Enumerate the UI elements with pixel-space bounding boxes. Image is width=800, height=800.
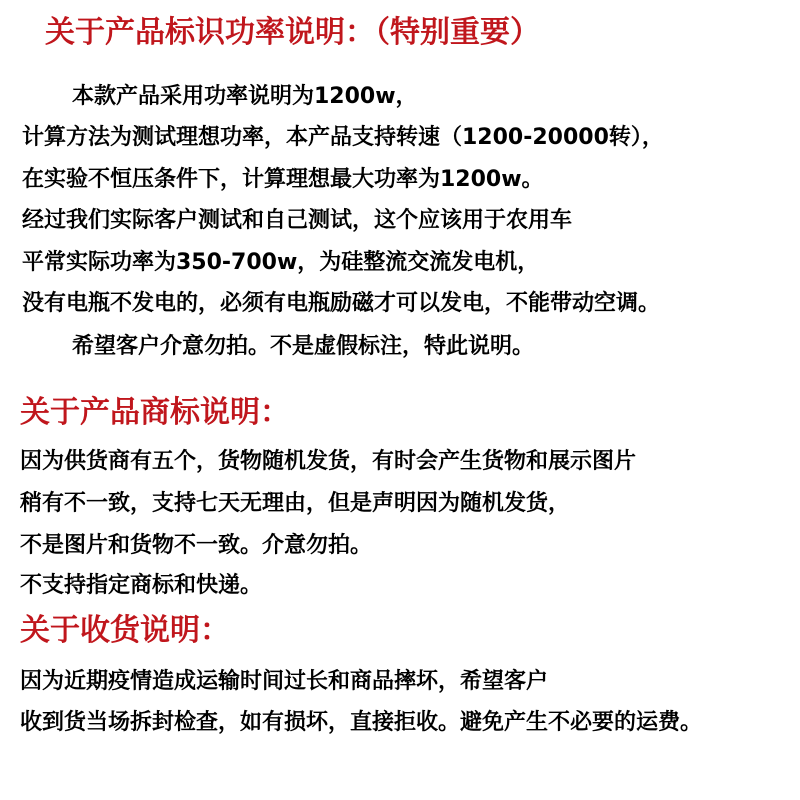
receipt-line-2: 收到货当场拆封检查，如有损坏，直接拒收。避免产生不必要的运费。 bbox=[20, 710, 703, 735]
power-line-4: 经过我们实际客户测试和自己测试，这个应该用于农用车 bbox=[22, 208, 573, 233]
brand-line-2: 稍有不一致，支持七天无理由，但是声明因为随机发货， bbox=[20, 491, 571, 516]
power-line-6: 没有电瓶不发电的，必须有电瓶励磁才可以发电，不能带动空调。 bbox=[22, 291, 661, 316]
brand-line-1: 因为供货商有五个，货物随机发货，有时会产生货物和展示图片 bbox=[20, 449, 637, 474]
power-line-1: 本款产品采用功率说明为1200w， bbox=[72, 84, 418, 109]
brand-line-3: 不是图片和货物不一致。介意勿拍。 bbox=[20, 533, 373, 558]
power-section-title: 关于产品标识功率说明：（特别重要） bbox=[45, 15, 540, 50]
power-line-5: 平常实际功率为350-700w，为硅整流交流发电机， bbox=[22, 250, 540, 275]
receipt-line-1: 因为近期疫情造成运输时间过长和商品摔坏，希望客户 bbox=[20, 669, 549, 694]
power-line-7: 希望客户介意勿拍。不是虚假标注，特此说明。 bbox=[72, 334, 535, 359]
power-line-2: 计算方法为测试理想功率，本产品支持转速（1200-20000转）， bbox=[22, 125, 664, 150]
power-line-3: 在实验不恒压条件下，计算理想最大功率为1200w。 bbox=[22, 167, 544, 192]
brand-line-4: 不支持指定商标和快递。 bbox=[20, 573, 263, 598]
receipt-section-title: 关于收货说明： bbox=[20, 613, 230, 648]
brand-section-title: 关于产品商标说明： bbox=[20, 395, 290, 430]
